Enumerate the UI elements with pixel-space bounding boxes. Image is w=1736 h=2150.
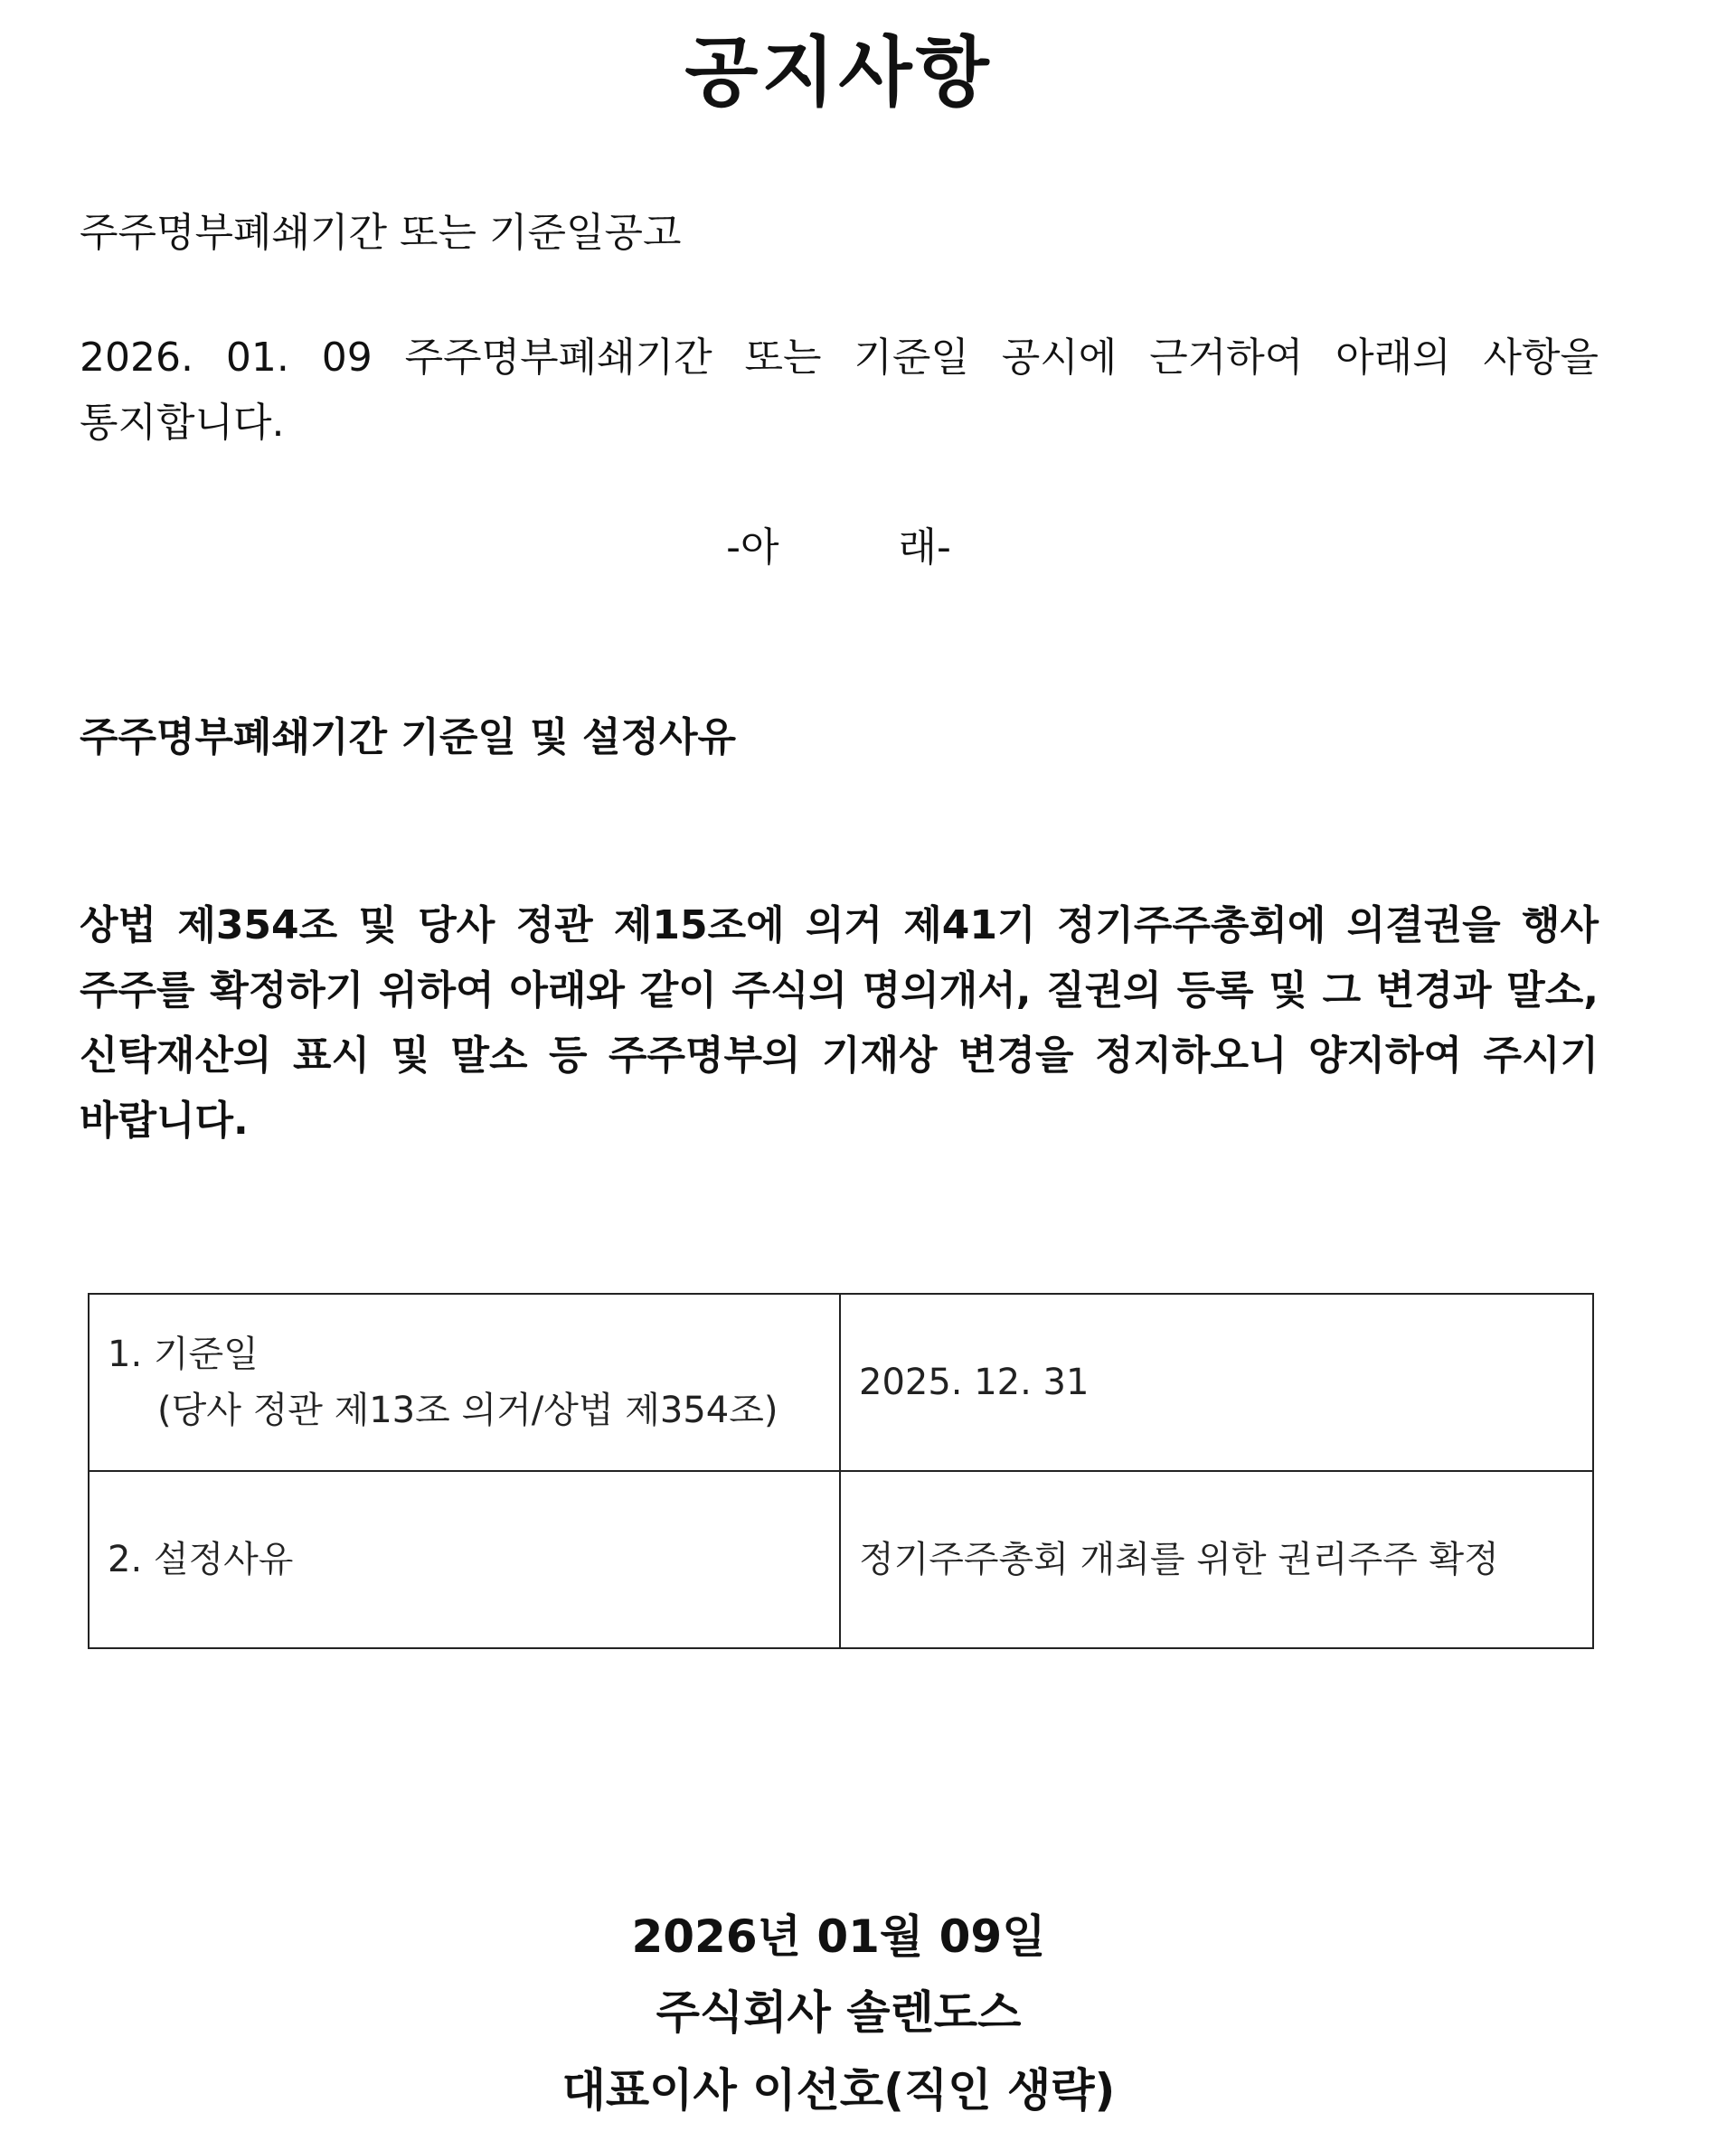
table-label-cell	[89, 1471, 840, 1648]
footer-company: 주식회사 솔렌도스	[656, 1986, 1022, 2039]
record-date-label: 1. 기준일	[108, 1334, 259, 1375]
notice-subject: 주주명부폐쇄기간 또는 기준일공고	[80, 210, 682, 256]
notice-table	[88, 1293, 1594, 1649]
section-heading: 주주명부폐쇄기간 기준일 및 설정사유	[80, 714, 737, 760]
table-value-cell	[840, 1294, 1593, 1471]
body-paragraph: 상법 제354조 및 당사 정관 제15조에 의거 제41기 정기주주총회에 의결권을 행사 주주를 확정하기 위하여 아래와 같이 주식의 명의개서, 질권의 등록 및 그 변경과 말소, 신탁재산의 표시 및 말소 등 주주명부의 기재상 변경을 정지하오니 양지하여 주시기 바랍니다.	[80, 902, 1599, 1144]
footer-date: 2026년 01월 09일	[631, 1910, 1046, 1963]
record-date-basis: (당사 정관 제13조 의거/상법 제354조)	[157, 1390, 778, 1431]
reason-value: 정기주주총회 개최를 위한 권리주주 확정	[859, 1539, 1499, 1580]
table-row	[89, 1294, 1593, 1471]
table-row	[89, 1471, 1593, 1648]
footer-representative: 대표이사 이선호(직인 생략)	[561, 2064, 1116, 2117]
record-date-value: 2025. 12. 31	[859, 1362, 1090, 1403]
reason-label: 2. 설정사유	[108, 1539, 294, 1580]
intro-paragraph: 2026. 01. 09 주주명부폐쇄기간 또는 기준일 공시에 근거하여 아래의 사항을 통지합니다.	[80, 335, 1599, 446]
table-value-cell	[840, 1471, 1593, 1648]
table-label-cell	[89, 1294, 840, 1471]
document-title: 공지사항	[684, 28, 993, 117]
below-marker: -아 래-	[726, 524, 951, 571]
